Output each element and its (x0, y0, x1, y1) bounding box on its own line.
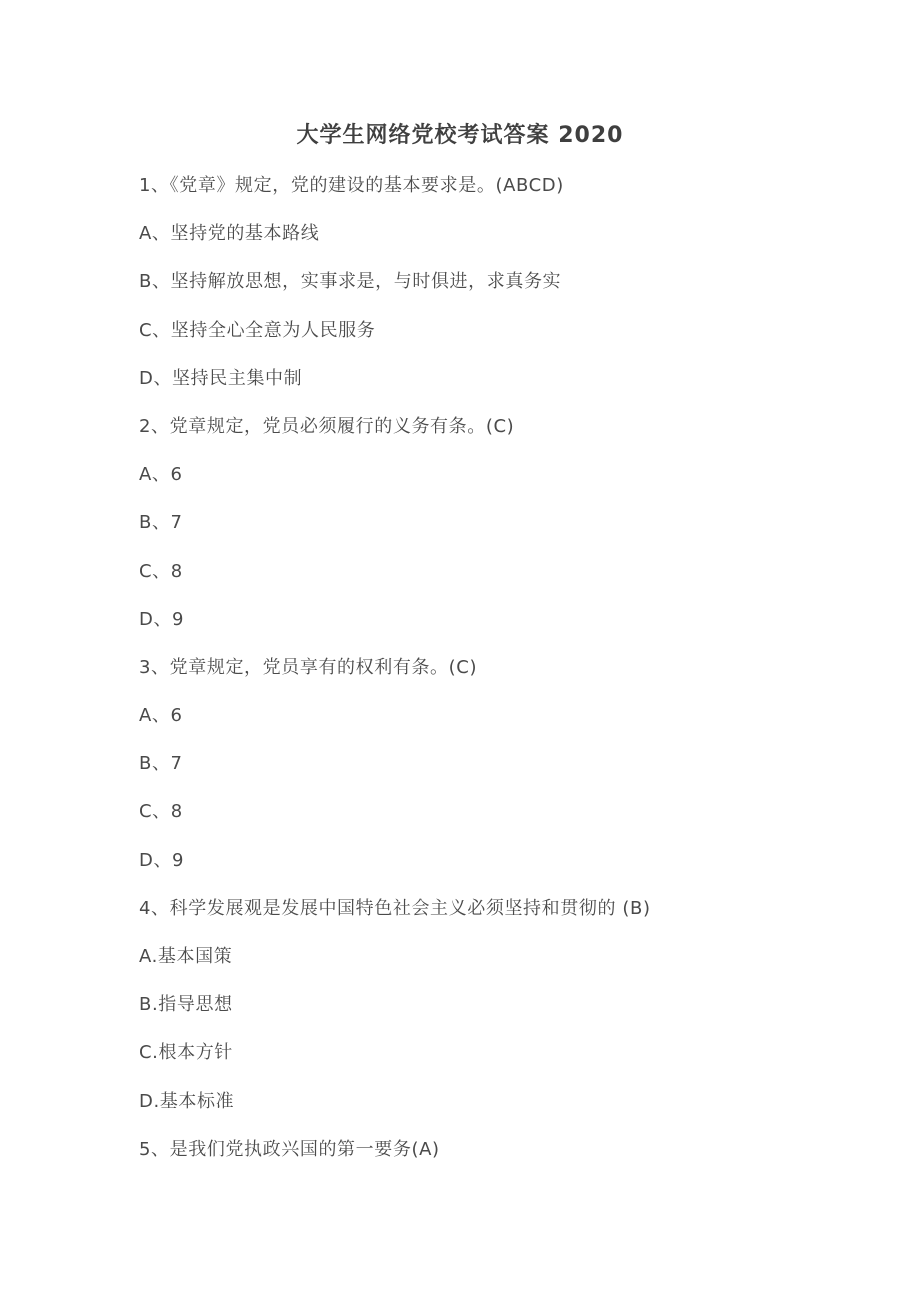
question-4-option-b: B.指导思想 (139, 994, 233, 1016)
question-1-option-d: D、坚持民主集中制 (139, 367, 303, 389)
question-4-option-d: D.基本标准 (139, 1090, 235, 1112)
question-3-option-b: B、7 (139, 753, 183, 775)
question-3-option-a: A、6 (139, 705, 183, 727)
question-3-option-c: C、8 (139, 801, 183, 823)
question-2-option-d: D、9 (139, 608, 185, 630)
question-list (139, 168, 879, 1180)
question-2-option-b: B、7 (139, 512, 183, 534)
document-title: 大学生网络党校考试答案 2020 (296, 123, 624, 148)
question-3: 3、党章规定，党员享有的权利有条。(C) (139, 656, 478, 678)
question-2-option-a: A、6 (139, 464, 183, 486)
question-1: 1、《党章》规定，党的建设的基本要求是。(ABCD) (139, 175, 564, 196)
question-2-option-c: C、8 (139, 560, 183, 582)
question-3-option-d: D、9 (139, 849, 185, 871)
question-1-option-b: B、坚持解放思想，实事求是，与时俱进，求真务实 (139, 271, 562, 293)
question-2: 2、党章规定，党员必须履行的义务有条。(C) (139, 415, 515, 437)
question-4-option-c: C.根本方针 (139, 1042, 233, 1064)
question-1-option-c: C、坚持全心全意为人民服务 (139, 319, 376, 341)
question-4-option-a: A.基本国策 (139, 946, 233, 967)
question-1-option-a: A、坚持党的基本路线 (139, 223, 320, 245)
question-4: 4、科学发展观是发展中国特色社会主义必须坚持和贯彻的 (B) (139, 897, 651, 919)
question-5: 5、是我们党执政兴国的第一要务(A) (139, 1138, 440, 1160)
